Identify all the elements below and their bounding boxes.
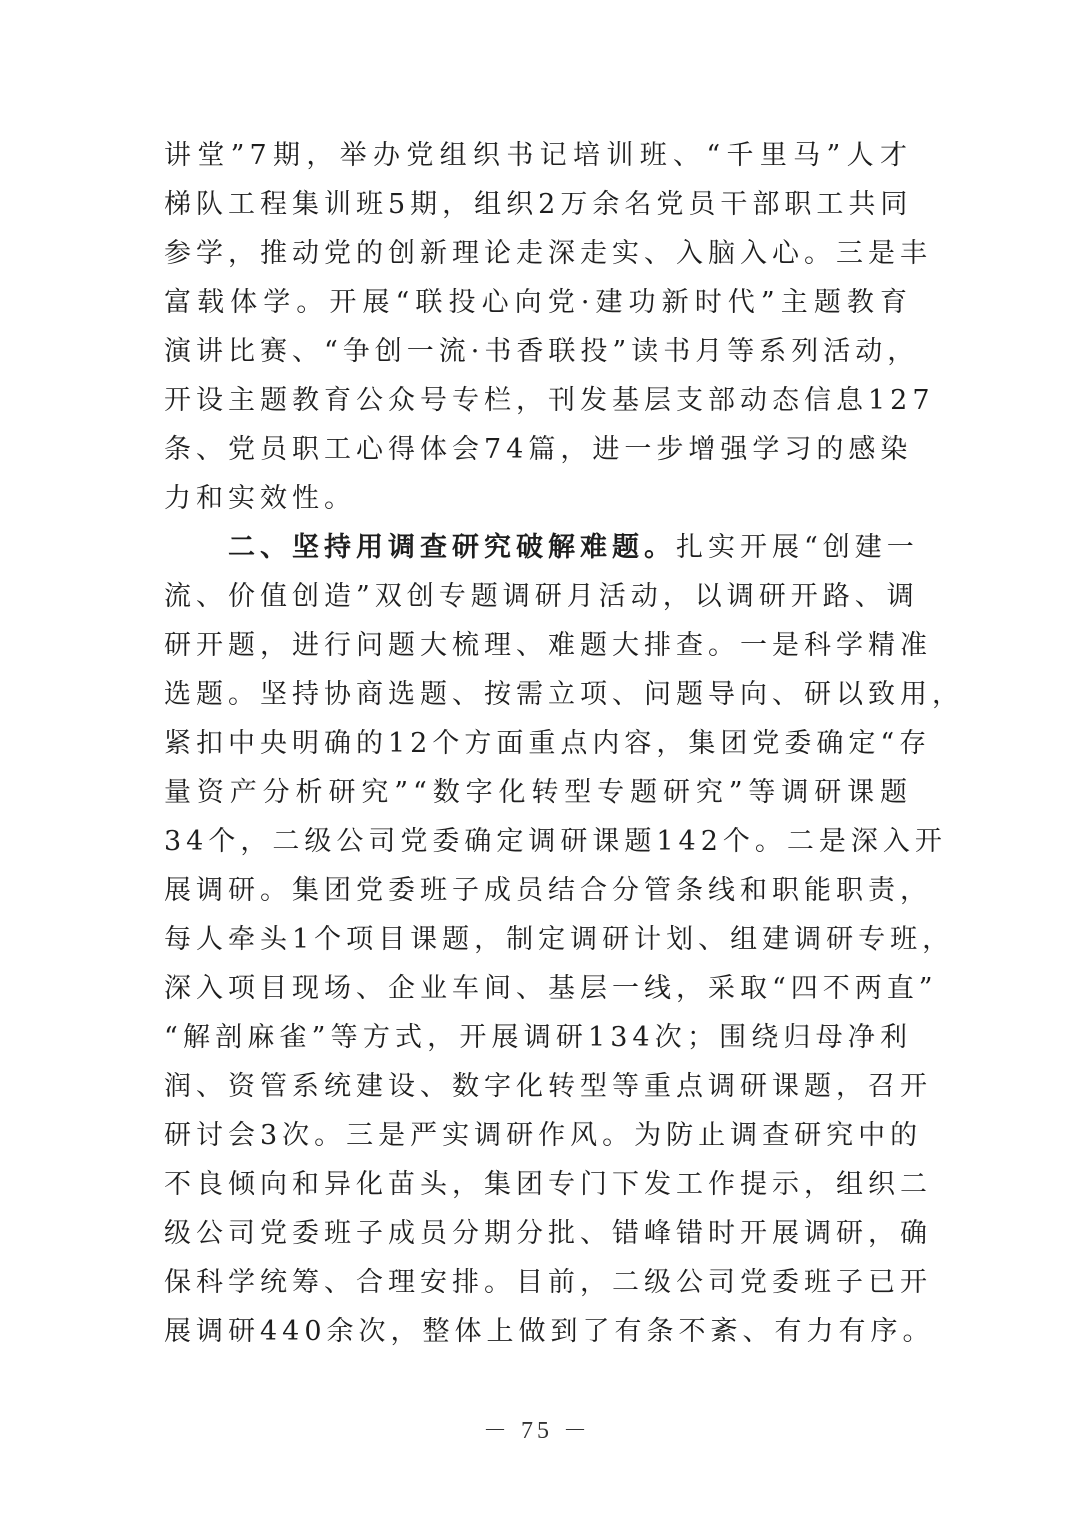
text-line: 34个，二级公司党委确定调研课题142个。二是深入开: [164, 826, 947, 857]
text-line: 梯队工程集训班5期，组织2万余名党员干部职工共同: [164, 189, 913, 220]
text-line: 展调研440余次，整体上做到了有条不紊、有力有序。: [164, 1316, 935, 1347]
text-line: 级公司党委班子成员分期分批、错峰错时开展调研，确: [164, 1218, 932, 1249]
heading-line-text: 扎实开展“创建一: [676, 532, 919, 563]
text-line: 选题。坚持协商选题、按需立项、问题导向、研以致用，: [164, 679, 964, 710]
section-heading-line: [164, 523, 919, 572]
text-line: 讲堂”7期，举办党组织书记培训班、“千里马”人才: [164, 140, 912, 171]
body-text: [164, 131, 964, 1356]
text-line: 研开题，进行问题大梳理、难题大排查。一是科学精准: [164, 630, 932, 661]
text-line: 条、党员职工心得体会74篇，进一步增强学习的感染: [164, 434, 913, 465]
text-line: “解剖麻雀”等方式，开展调研134次；围绕归母净利: [164, 1022, 912, 1053]
text-line: 紧扣中央明确的12个方面重点内容，集团党委确定“存: [164, 728, 932, 759]
text-line: 流、价值创造”双创专题调研月活动，以调研开路、调: [164, 581, 919, 612]
text-line: 保科学统筹、合理安排。目前，二级公司党委班子已开: [164, 1267, 932, 1298]
section-heading: 二、坚持用调查研究破解难题。: [228, 532, 676, 563]
text-line: 每人牵头1个项目课题，制定调研计划、组建调研专班，: [164, 924, 955, 955]
text-line: 展调研。集团党委班子成员结合分管条线和职能职责，: [164, 875, 932, 906]
text-line: 深入项目现场、企业车间、基层一线，采取“四不两直”: [164, 973, 938, 1004]
text-line: 润、资管系统建设、数字化转型等重点调研课题，召开: [164, 1071, 932, 1102]
page-number: － 75 －: [483, 1418, 591, 1444]
text-line: 富载体学。开展“联投心向党·建功新时代”主题教育: [164, 287, 912, 318]
text-line: 力和实效性。: [164, 483, 356, 514]
text-line: 参学，推动党的创新理论走深走实、入脑入心。三是丰: [164, 238, 932, 269]
text-line: 量资产分析研究”“数字化转型专题研究”等调研课题: [164, 777, 912, 808]
text-line: 研讨会3次。三是严实调研作风。为防止调查研究中的: [164, 1120, 923, 1151]
text-line: 开设主题教育公众号专栏，刊发基层支部动态信息127: [164, 385, 935, 416]
text-line: 不良倾向和异化苗头，集团专门下发工作提示，组织二: [164, 1169, 932, 1200]
text-line: 演讲比赛、“争创一流·书香联投”读书月等系列活动，: [164, 336, 920, 367]
